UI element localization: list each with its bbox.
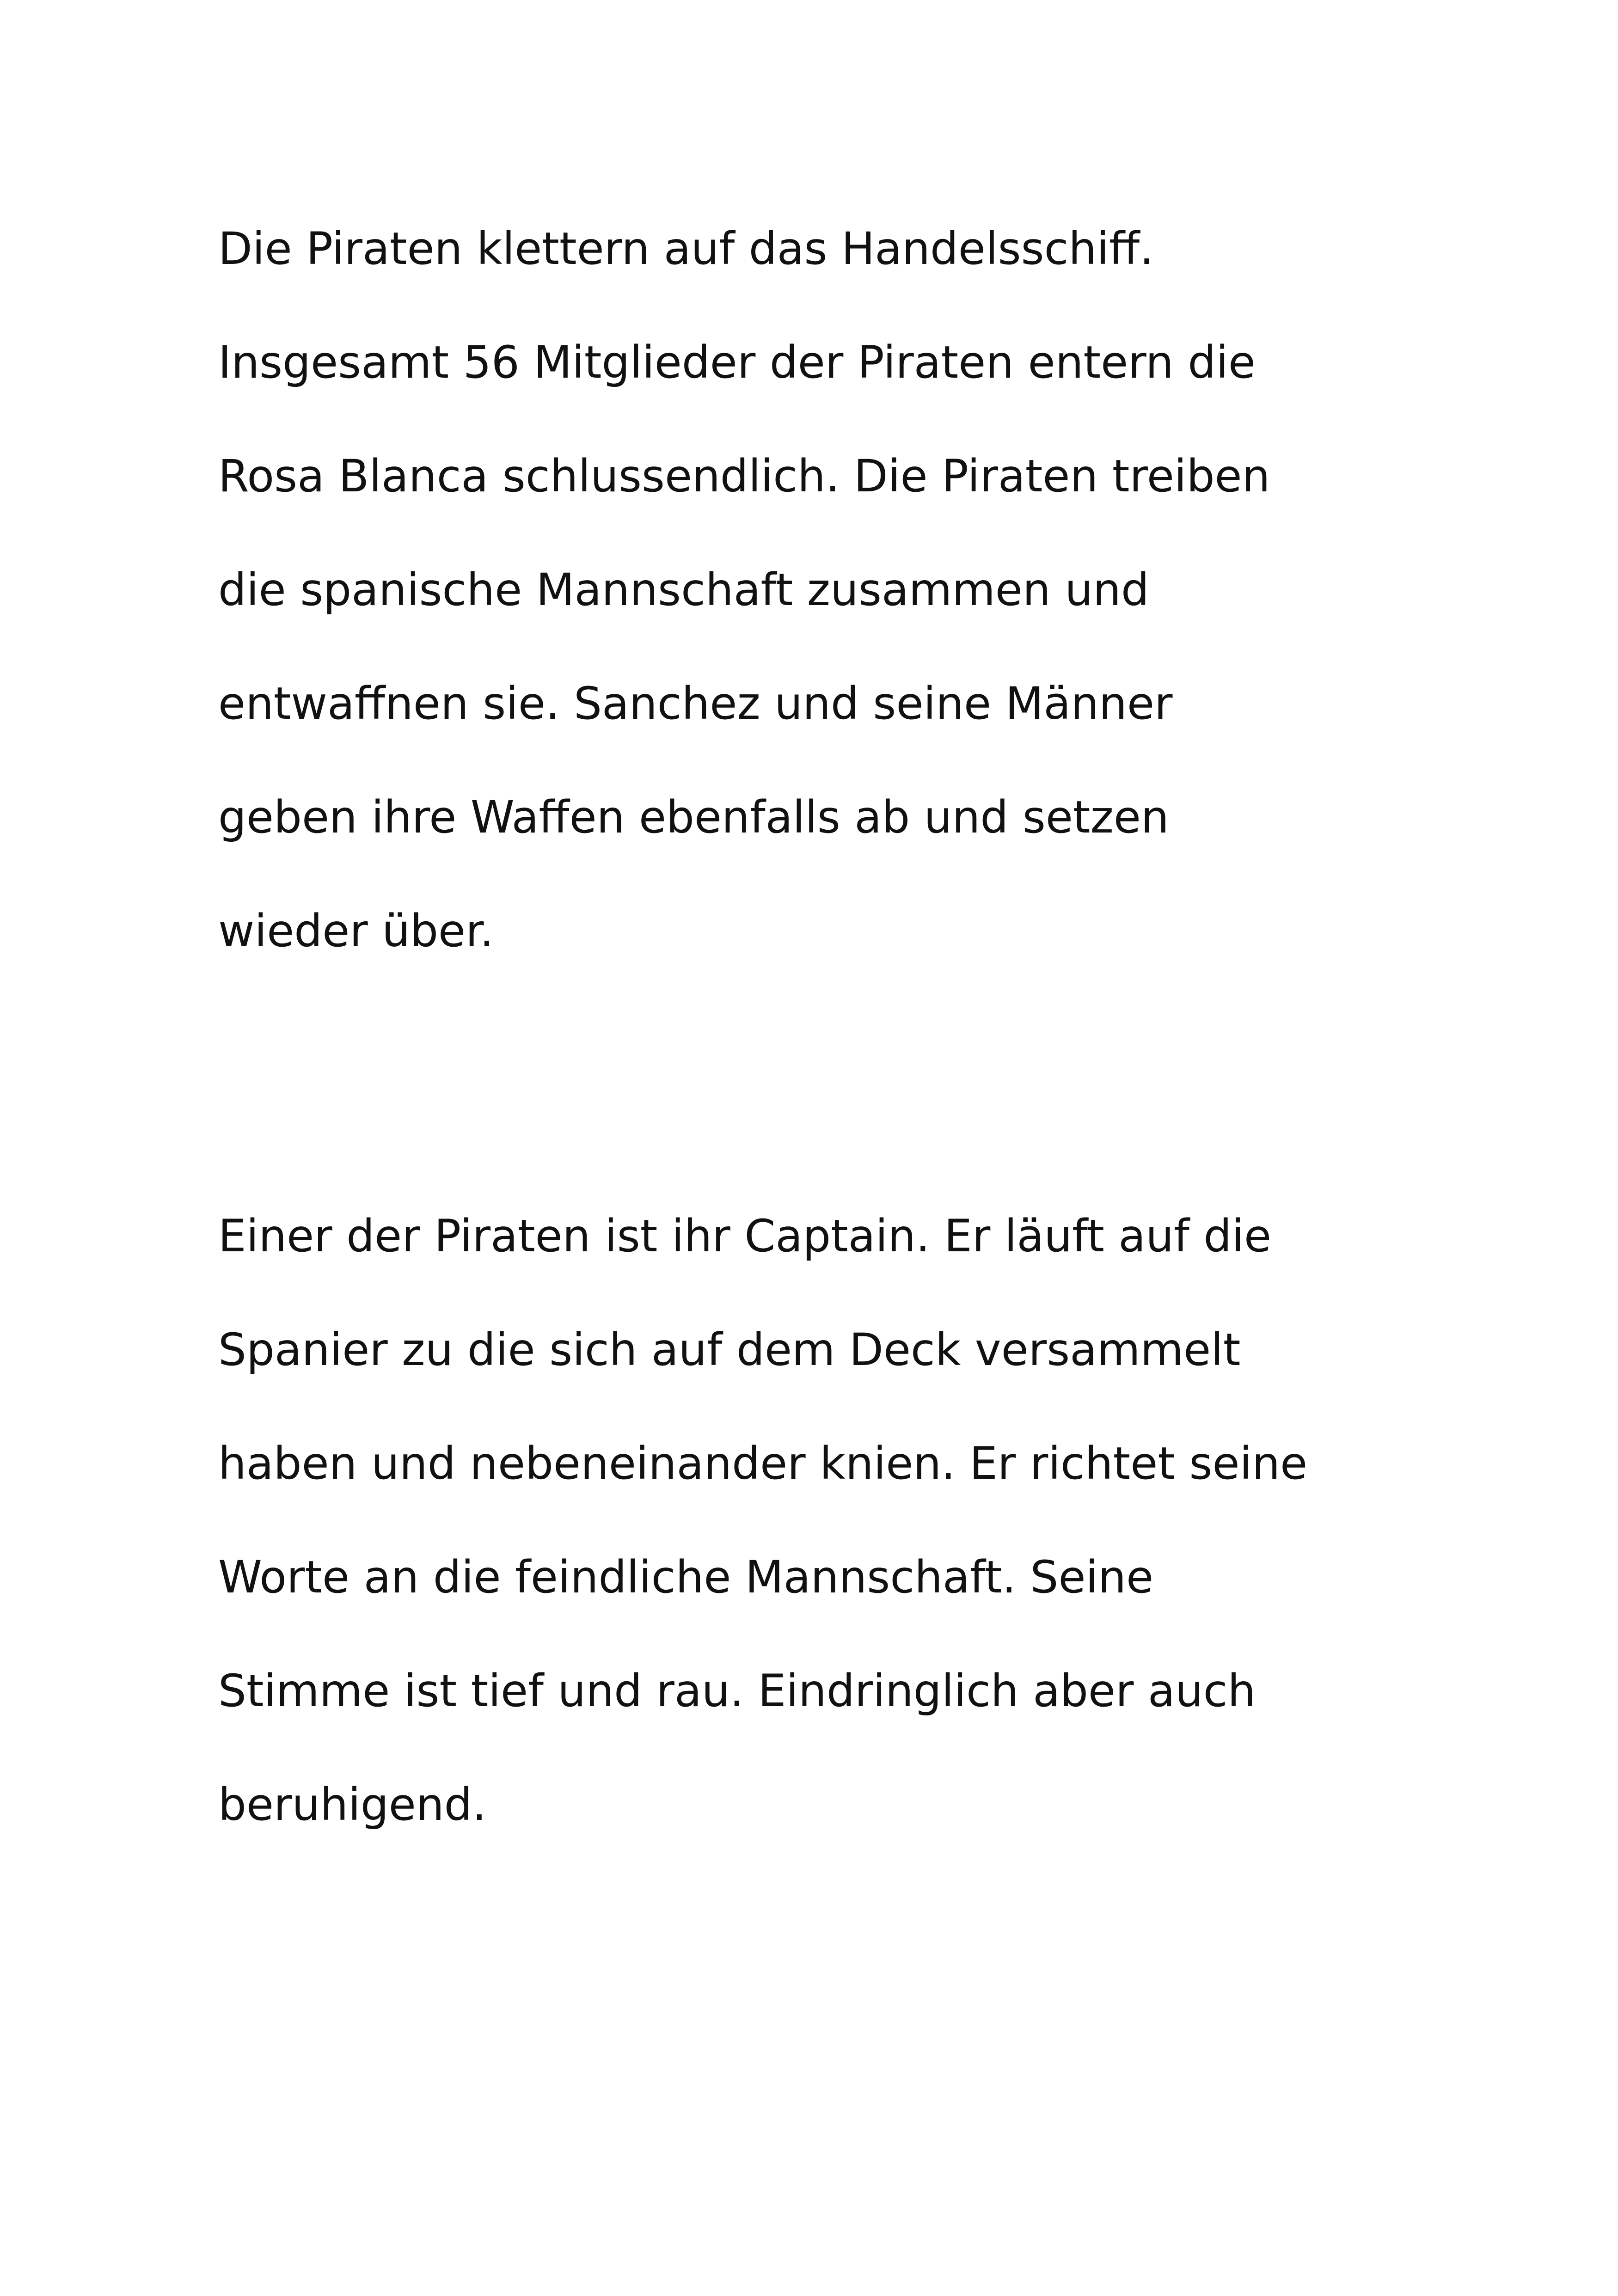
paragraph-line: die spanische Mannschaft zusammen und (218, 564, 1149, 616)
paragraph-line: Worte an die feindliche Mannschaft. Seine (218, 1551, 1154, 1603)
paragraph-line: Einer der Piraten ist ihr Captain. Er läuft auf die (218, 1210, 1272, 1262)
paragraph-line: entwaffnen sie. Sanchez und seine Männer (218, 678, 1173, 729)
paragraph-line: Die Piraten klettern auf das Handelsschiff. (218, 223, 1154, 275)
paragraph-line: Stimme ist tief und rau. Eindringlich aber auch (218, 1665, 1256, 1717)
paragraph-line: geben ihre Waffen ebenfalls ab und setzen (218, 791, 1169, 843)
paragraph-line: wieder über. (218, 905, 494, 957)
paragraph-line: Insgesamt 56 Mitglieder der Piraten entern die (218, 337, 1256, 388)
paragraph-line: Rosa Blanca schlussendlich. Die Piraten treiben (218, 450, 1270, 502)
paragraph-line: Spanier zu die sich auf dem Deck versammelt (218, 1324, 1241, 1376)
paragraph-line: beruhigend. (218, 1779, 487, 1831)
paragraph-line: haben und nebeneinander knien. Er richtet seine (218, 1438, 1308, 1489)
